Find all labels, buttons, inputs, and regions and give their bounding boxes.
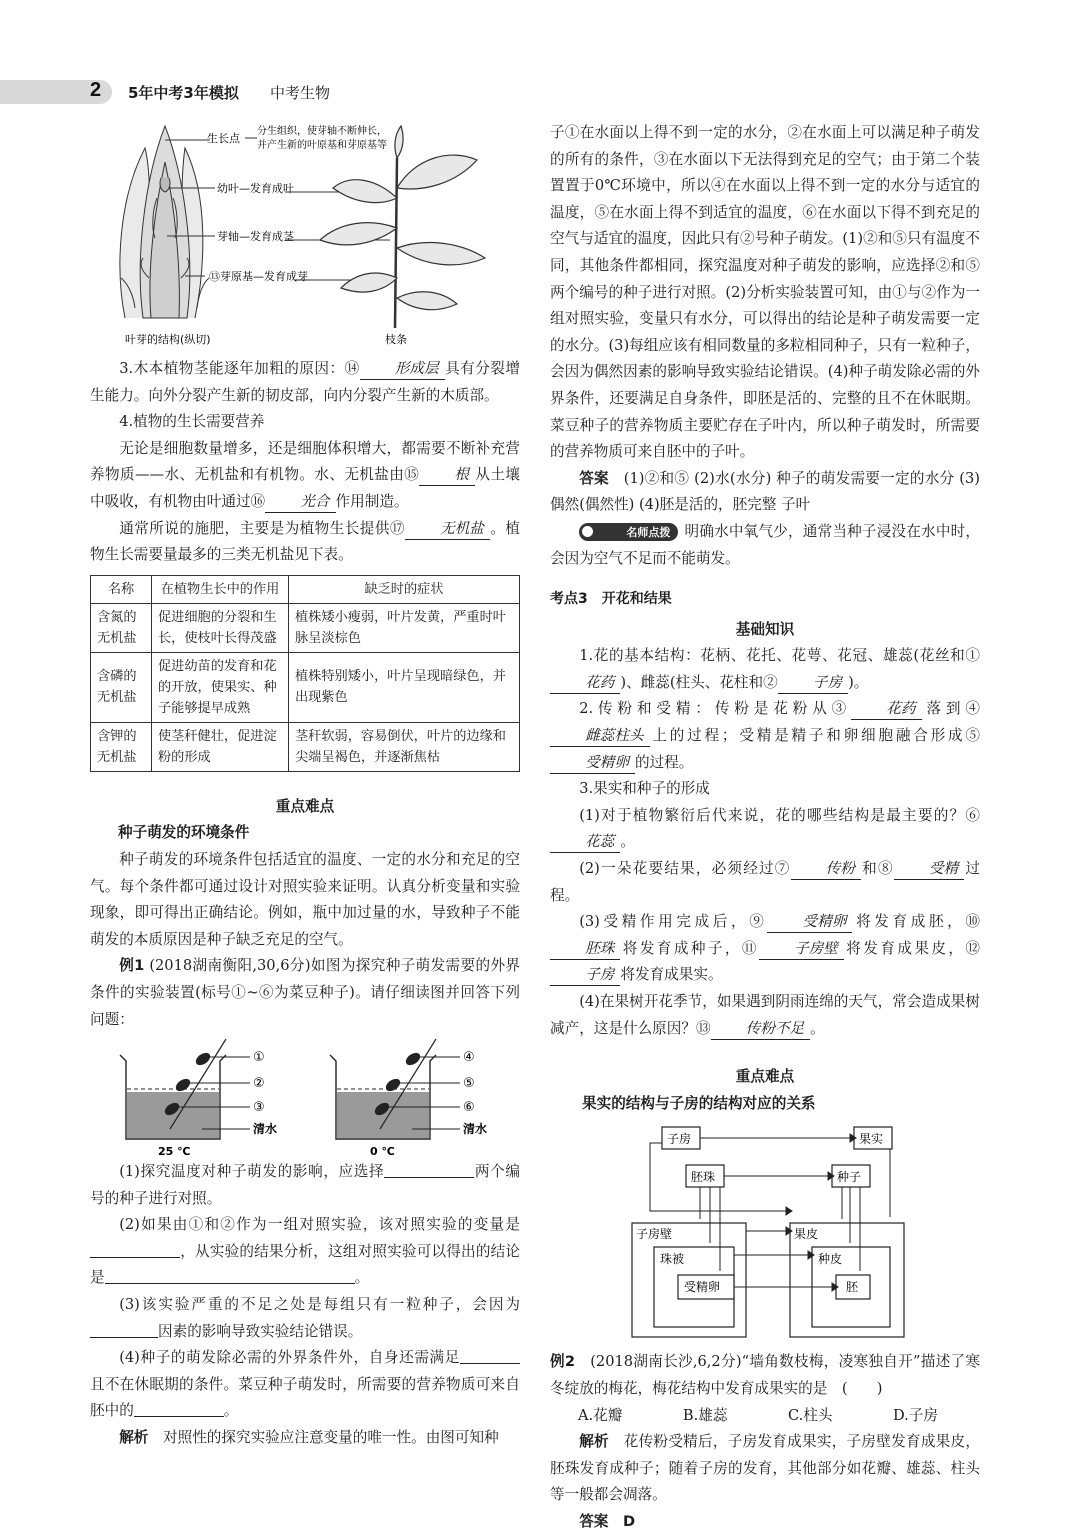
mark-6: ⑥ — [463, 1100, 475, 1116]
table-cell: 含钾的无机盐 — [91, 722, 152, 771]
node-integument: 珠被 — [660, 1252, 685, 1267]
question-3: (3)该实验严重的不足之处是每组只有一粒种子，会因为因素的影响导致实验结论错误。 — [90, 1292, 520, 1345]
analysis-1: 解析 对照性的探究实验应注意变量的唯一性。由图可知种 — [119, 1429, 499, 1447]
branch-drawing — [320, 126, 485, 328]
table-cell: 使茎秆健壮，促进淀粉的形成 — [152, 722, 289, 771]
mineral-table — [90, 575, 520, 772]
water-label-left: 清水 — [253, 1122, 278, 1137]
para-flower-structure: 1.花的基本结构：花柄、花托、花萼、花冠、雄蕊(花丝和①花药 )、雌蕊(柱头、花柱和② 子房 )。 — [550, 643, 980, 696]
answer-3: 花药 — [851, 699, 921, 720]
node-seed-coat: 种皮 — [818, 1252, 843, 1267]
key-points-title: 重点难点 — [275, 797, 335, 815]
water-label-right: 清水 — [463, 1122, 488, 1137]
example-2: 例2 (2018湖南长沙,6,2分)“墙角数枝梅，凌寒独自开”描述了寒冬绽放的梅花，梅花结构中发育成果实的是 ( ) — [550, 1353, 980, 1397]
mark-5: ⑤ — [463, 1076, 475, 1092]
label-growth-desc-1: 分生组织，使芽轴不断伸长， — [257, 126, 387, 137]
answer-13: 传粉不足 — [711, 1019, 811, 1040]
blank-q2a — [90, 1241, 180, 1258]
table-row — [91, 603, 520, 652]
blank-q3 — [90, 1321, 158, 1338]
table-cell: 促进细胞的分裂和生长，使枝叶长得茂盛 — [152, 603, 289, 652]
question-2: (2)如果由①和②作为一组对照实验，该对照实验的变量是，从实验的结果分析，这组对照实验可以得出的结论是 。 — [90, 1216, 520, 1287]
answer-16: 光合 — [265, 492, 335, 513]
blank-q1 — [384, 1161, 474, 1178]
col-name: 名称 — [91, 575, 152, 603]
answer-7: 传粉 — [791, 859, 861, 880]
teacher-tip: 名师点拨 明确水中氧气少，通常当种子浸没在水中时，会因为空气不足而不能萌发。 — [550, 522, 980, 567]
question-b3-2: (2)一朵花要结果，必须经过⑦ 传粉 和⑧ 受精 过程。 — [550, 860, 980, 904]
node-ovary-wall: 子房壁 — [636, 1227, 673, 1242]
node-ovary: 子房 — [667, 1132, 692, 1147]
answer-12: 子房 — [550, 965, 620, 986]
answer-6: 花蕊 — [550, 832, 620, 853]
option-c: C.柱头 — [787, 1406, 833, 1424]
question-4: (4)种子的萌发除必需的外界条件外，自身还需满足且不在休眠期的条件。菜豆种子萌发时，所需要的营养物质可来自胚中的 。 — [90, 1349, 520, 1420]
col-function: 在植物生长中的作用 — [152, 575, 289, 603]
bud-section-drawing — [120, 126, 209, 318]
col-symptom: 缺乏时的症状 — [289, 575, 520, 603]
left-column — [90, 356, 520, 1452]
caption-branch: 枝条 — [385, 333, 407, 346]
question-b3-4: (4)在果树开花季节，如果遇到阴雨连绵的天气，常会造成果树减产，这是什么原因？⑬ 传粉不足 。 — [550, 989, 980, 1042]
table-cell: 含氮的无机盐 — [91, 603, 152, 652]
blank-q4b — [134, 1400, 224, 1417]
para-nutrition: 无论是细胞数量增多，还是细胞体积增大，都需要不断补充营养物质——水、无机盐和有机物。水、无机盐由⑮ 根 从土壤中吸收，有机物由叶通过⑯ 光合 作用制造。 — [90, 436, 520, 516]
caption-bud-section: 叶芽的结构(纵切) — [125, 333, 211, 346]
option-d: D.子房 — [892, 1406, 938, 1424]
answer-9: 受精卵 — [767, 912, 852, 933]
table-row — [91, 722, 520, 771]
answer-2: 答案 D — [579, 1512, 636, 1530]
node-embryo: 胚 — [846, 1280, 859, 1295]
table-cell: 茎秆软弱，容易倒伏，叶片的边缘和尖端呈褐色，并逐渐焦枯 — [289, 722, 520, 771]
mark-1: ① — [253, 1050, 265, 1066]
option-a: A.花瓣 — [578, 1406, 623, 1424]
node-ovule: 胚珠 — [691, 1170, 716, 1185]
book-series: 5年中考3年模拟 — [128, 84, 239, 102]
label-growth-desc-2: 并产生新的叶原基和芽原基等 — [257, 140, 387, 151]
section-3-title: 考点3 开花和结果 — [550, 591, 672, 608]
key-points-2-subtitle: 果实的结构与子房的结构对应的关系 — [582, 1094, 816, 1112]
answer-4: 雌蕊柱头 — [550, 726, 650, 747]
answer-10: 胚珠 — [550, 939, 620, 960]
blank-q2b — [105, 1267, 355, 1284]
temp-left: 25 ℃ — [158, 1145, 191, 1159]
para-fruit-formation: 3.果实和种子的形成 — [579, 780, 710, 798]
key-points-subtitle: 种子萌发的环境条件 — [118, 824, 250, 842]
label-growth-point: 生长点 — [207, 132, 240, 145]
answer-17: 无机盐 — [405, 519, 490, 540]
node-zygote: 受精卵 — [684, 1280, 721, 1295]
temp-right: 0 ℃ — [370, 1145, 395, 1159]
para-nutrition-title: 4.植物的生长需要营养 — [119, 413, 265, 431]
analysis-2: 解析 花传粉受精后，子房发育成果实，子房壁发育成果皮，胚珠发育成种子；随着子房的发育，其他部分如花瓣、雄蕊、柱头等一般都会凋落。 — [550, 1433, 980, 1504]
basic-knowledge-title: 基础知识 — [735, 620, 795, 638]
answer-14: 形成层 — [360, 359, 445, 380]
answer-15: 根 — [419, 465, 475, 486]
key-points-2-title: 重点难点 — [735, 1068, 795, 1086]
mark-2: ② — [253, 1076, 265, 1092]
table-cell: 植株矮小瘦弱，叶片发黄，严重时叶脉呈淡棕色 — [289, 603, 520, 652]
label-bud-primordium: ⑬芽原基—发育成芽 — [209, 270, 308, 283]
page-number: 2 — [90, 79, 102, 101]
option-b: B.雄蕊 — [682, 1406, 728, 1424]
node-fruit: 果实 — [859, 1132, 884, 1147]
page-header — [0, 78, 1080, 108]
bud-figure — [105, 118, 515, 350]
question-1: (1)探究温度对种子萌发的影响，应选择 两个编号的种子进行对照。 — [90, 1163, 520, 1207]
teacher-tip-badge: 名师点拨 — [579, 523, 678, 541]
subject: 中考生物 — [270, 84, 331, 102]
answer-1: 答案 (1)②和⑤ (2)水(水分) 种子的萌发需要一定的水分 (3)偶然(偶然性) (4)胚是活的，胚完整 子叶 — [550, 469, 980, 514]
answer-5: 受精卵 — [550, 753, 635, 774]
node-pericarp: 果皮 — [794, 1227, 819, 1242]
label-young-leaf: 幼叶—发育成叶 — [217, 182, 294, 195]
table-cell: 促进幼苗的发育和花的开放，使果实、种子能够提早成熟 — [152, 652, 289, 722]
mark-4: ④ — [463, 1050, 475, 1066]
ovary-fruit-diagram — [550, 1121, 980, 1343]
answer-11: 子房壁 — [759, 939, 844, 960]
para-fertilizer: 通常所说的施肥，主要是为植物生长提供⑰ 无机盐 。植物生长需要量最多的三类无机盐见下表。 — [90, 519, 520, 564]
node-seed: 种子 — [837, 1170, 862, 1185]
table-header-row — [91, 575, 520, 603]
mark-3: ③ — [253, 1100, 265, 1116]
question-b3-1: (1)对于植物繁衍后代来说，花的哪些结构是最主要的？⑥花蕊 。 — [550, 803, 980, 856]
answer-1-anther: 花药 — [550, 673, 620, 694]
question-b3-3: (3)受精作用完成后，⑨ 受精卵 将发育成胚，⑩胚珠 将发育成种子，⑪ 子房壁 将发育成果皮，⑫子房 将发育成果实。 — [550, 909, 980, 989]
table-row — [91, 652, 520, 722]
analysis-1-continued: 子①在水面以上得不到一定的水分，②在水面上可以满足种子萌发的所有的条件，③在水面以下无法得到充足的空气；由于第二个装置置于0℃环境中，所以④在水面以上得不到一定的水分与适宜的温度，⑤在水面上得不到适宜的温度，⑥在水面以下得不到充足的空气与适宜的温度，因此只有②号种子萌发。(1)②和⑤只有温度不同，其他条件都相同，探究温度对种子萌发的影响，应选择②和⑤两个编号的种子进行对照。(2)分析实验装置可知，由①与②作为一组对照实验，变量只有水分，可以得出的结论是种子萌发需要一定的水分。(3)每组应该有相同数量的多粒相同种子，只有一粒种子，会因为偶然因素的影响导致实验结论错误。(4)种子萌发除必需的外界条件，还要满足自身条件，即胚是活的、完整的且不在休眠期。菜豆种子的营养物质主要贮存在子叶内，所以种子萌发时，所需要的营养物质可来自胚中的子叶。 — [550, 124, 980, 461]
table-cell: 植株特别矮小，叶片呈现暗绿色，并出现紫色 — [289, 652, 520, 722]
para-germination: 种子萌发的环境条件包括适宜的温度、一定的水分和充足的空气。每个条件都可通过设计对照实验来证明。认真分析变量和实验现象，即可得出正确结论。例如，瓶中加过量的水，导致种子不能萌发的本质原因是种子缺乏充足的空气。 — [90, 850, 520, 948]
answer-8: 受精 — [894, 859, 964, 880]
example-1: 例1 (2018湖南衡阳,30,6分)如图为探究种子萌发需要的外界条件的实验装置(标号①~⑥为菜豆种子)。请仔细读图并回答下列问题： — [90, 957, 521, 1028]
label-bud-axis: 芽轴—发育成茎 — [217, 230, 294, 243]
table-cell: 含磷的无机盐 — [91, 652, 152, 722]
example-2-options — [550, 1403, 938, 1430]
para-stem-thickening: 3.木本植物茎能逐年加粗的原因：⑭ 形成层 具有分裂增生能力。向外分裂产生新的韧皮部，向内分裂产生新的木质部。 — [90, 360, 520, 404]
beaker-figure — [90, 1037, 520, 1159]
right-column — [550, 120, 980, 1536]
para-pollination: 2.传粉和受精：传粉是花粉从③ 花药 落到④雌蕊柱头 上的过程；受精是精子和卵细胞融合形成⑤受精卵 的过程。 — [550, 696, 980, 776]
blank-q4a — [460, 1347, 520, 1364]
answer-2-ovary: 子房 — [778, 673, 848, 694]
